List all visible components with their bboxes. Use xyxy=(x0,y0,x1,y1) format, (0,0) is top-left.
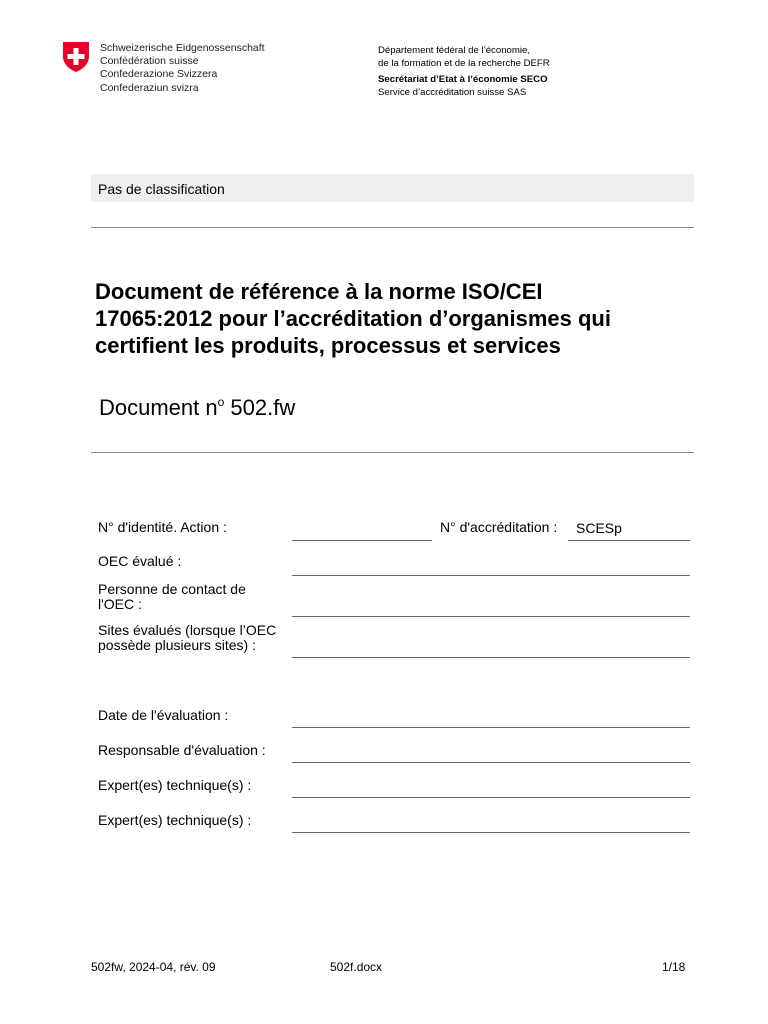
document-number-value: 502.fw xyxy=(224,395,296,420)
expert2-label: Expert(es) technique(s) : xyxy=(98,812,252,828)
document-number xyxy=(99,395,295,421)
confederation-name-rm: Confederaziun svizra xyxy=(100,81,199,94)
expert1-label: Expert(es) technique(s) : xyxy=(98,777,252,793)
secretariat: Secrétariat d’Etat à l’économie SECO xyxy=(378,74,548,86)
responsible-field[interactable] xyxy=(292,762,690,763)
document-number-prefix: Document n xyxy=(99,395,218,420)
date-label: Date de l'évaluation : xyxy=(98,707,229,723)
document-title: Document de référence à la norme ISO/CEI 17065:2012 pour l’accréditation d’organismes qui certifient les produits, processus et services xyxy=(95,279,611,358)
department-block xyxy=(378,45,550,99)
accreditation-label: N° d'accréditation : xyxy=(440,519,558,535)
id-action-label: N° d'identité. Action : xyxy=(98,519,227,535)
confederation-names xyxy=(100,42,265,95)
contact-label: Personne de contact de l'OEC : xyxy=(98,581,246,612)
accreditation-value: SCESp xyxy=(576,520,622,536)
confederation-name-fr: Confédération suisse xyxy=(100,55,199,68)
oec-label: OEC évalué : xyxy=(98,553,182,569)
expert1-field[interactable] xyxy=(292,797,690,798)
document-number-sup: o xyxy=(217,395,225,409)
divider-top xyxy=(91,227,694,228)
oec-field[interactable] xyxy=(292,575,690,576)
accreditation-field[interactable] xyxy=(568,540,690,541)
responsible-label: Responsable d'évaluation : xyxy=(98,742,266,758)
expert2-field[interactable] xyxy=(292,832,690,833)
sites-field[interactable] xyxy=(292,657,690,658)
footer-page: 1/18 xyxy=(662,960,686,974)
contact-field[interactable] xyxy=(292,616,690,617)
confederation-name-it: Confederazione Svizzera xyxy=(100,68,218,81)
department-line1: Département fédéral de l’économie, xyxy=(378,45,530,56)
classification-text: Pas de classification xyxy=(98,181,225,197)
divider-middle xyxy=(91,452,694,453)
date-field[interactable] xyxy=(292,727,690,728)
confederation-name-de: Schweizerische Eidgenossenschaft xyxy=(100,42,265,54)
sites-label: Sites évalués (lorsque l’OEC possède plusieurs sites) : xyxy=(98,622,277,653)
footer-left: 502fw, 2024-04, rév. 09 xyxy=(91,960,216,974)
department-line2: de la formation et de la recherche DEFR xyxy=(378,57,550,69)
id-action-field[interactable] xyxy=(292,540,432,541)
footer-center: 502f.docx xyxy=(330,960,383,974)
classification-banner xyxy=(91,174,694,202)
service: Service d’accréditation suisse SAS xyxy=(378,86,527,98)
swiss-coat-of-arms-logo xyxy=(62,41,90,73)
